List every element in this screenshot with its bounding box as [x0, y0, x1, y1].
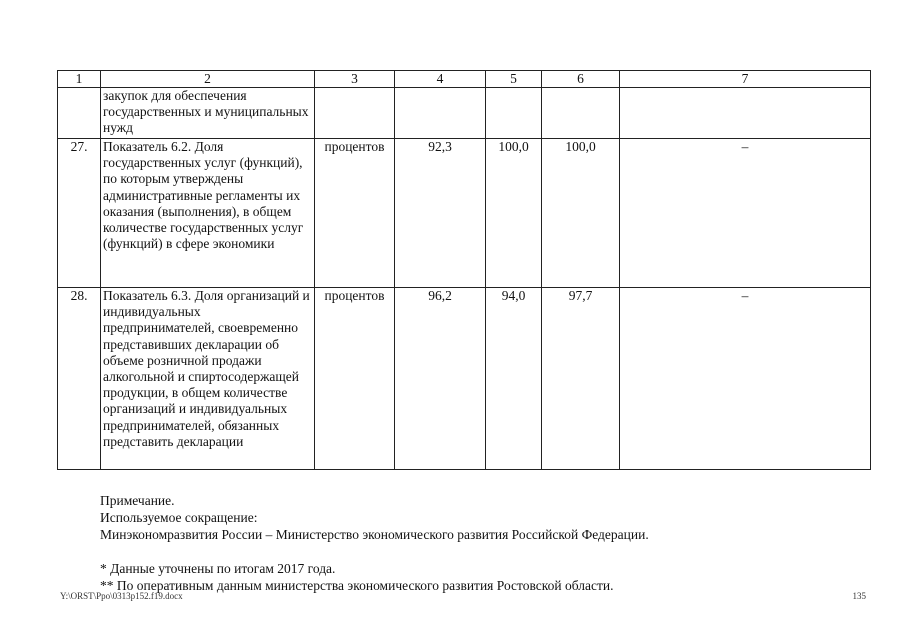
indicator-name-cell: закупок для обеспечения государственных и муниципальных нужд: [101, 88, 315, 139]
header-cell-1: 1: [58, 71, 101, 88]
note-title: Примечание.: [100, 493, 175, 508]
table-header-row: [58, 71, 871, 88]
value-cell-col6: 97,7: [542, 288, 620, 470]
value-cell-col4: 92,3: [395, 139, 486, 288]
row-number-cell: [58, 88, 101, 139]
table-row: [58, 139, 871, 288]
footnote-1: * Данные уточнены по итогам 2017 года.: [100, 561, 336, 576]
table-row: [58, 288, 871, 470]
value-cell-col6: 100,0: [542, 139, 620, 288]
abbreviation-definition: Минэкономразвития России – Министерство экономического развития Российской Федерации.: [100, 527, 649, 542]
indicator-name-cell: Показатель 6.2. Доля государственных услуг (функций), по которым утверждены административные регламенты их оказания (выполнения), в общем количестве государственных услуг (функций) в сфере экономики: [101, 139, 315, 288]
row-number-cell: 28.: [58, 288, 101, 470]
value-cell-col4: 96,2: [395, 288, 486, 470]
value-cell-col6: [542, 88, 620, 139]
header-cell-6: 6: [542, 71, 620, 88]
abbreviation-intro: Используемое сокращение:: [100, 510, 258, 525]
value-cell-col5: 94,0: [486, 288, 542, 470]
footnote-2: ** По оперативным данным министерства экономического развития Ростовской области.: [100, 578, 614, 593]
header-cell-2: 2: [101, 71, 315, 88]
note-cell: [620, 88, 871, 139]
note-cell: –: [620, 288, 871, 470]
unit-cell: [315, 88, 395, 139]
note-cell: –: [620, 139, 871, 288]
header-cell-7: 7: [620, 71, 871, 88]
value-cell-col5: 100,0: [486, 139, 542, 288]
header-cell-4: 4: [395, 71, 486, 88]
table-row-continuation: [58, 88, 871, 139]
value-cell-col5: [486, 88, 542, 139]
header-cell-3: 3: [315, 71, 395, 88]
page-number: 135: [852, 591, 866, 601]
row-number-cell: 27.: [58, 139, 101, 288]
notes-section: [100, 492, 649, 594]
unit-cell: процентов: [315, 139, 395, 288]
notes-spacer: [100, 543, 649, 560]
indicator-name-cell: Показатель 6.3. Доля организаций и индивидуальных предпринимателей, своевременно представивших декларации об объеме розничной продажи алкогольной и спиртосодержащей продукции, в общем количестве организаций и индивидуальных предпринимателей, обязанных представить декларации: [101, 288, 315, 470]
header-cell-5: 5: [486, 71, 542, 88]
file-path: Y:\ORST\Ppo\0313p152.f19.docx: [60, 591, 183, 601]
indicators-table: [57, 70, 871, 470]
unit-cell: процентов: [315, 288, 395, 470]
value-cell-col4: [395, 88, 486, 139]
